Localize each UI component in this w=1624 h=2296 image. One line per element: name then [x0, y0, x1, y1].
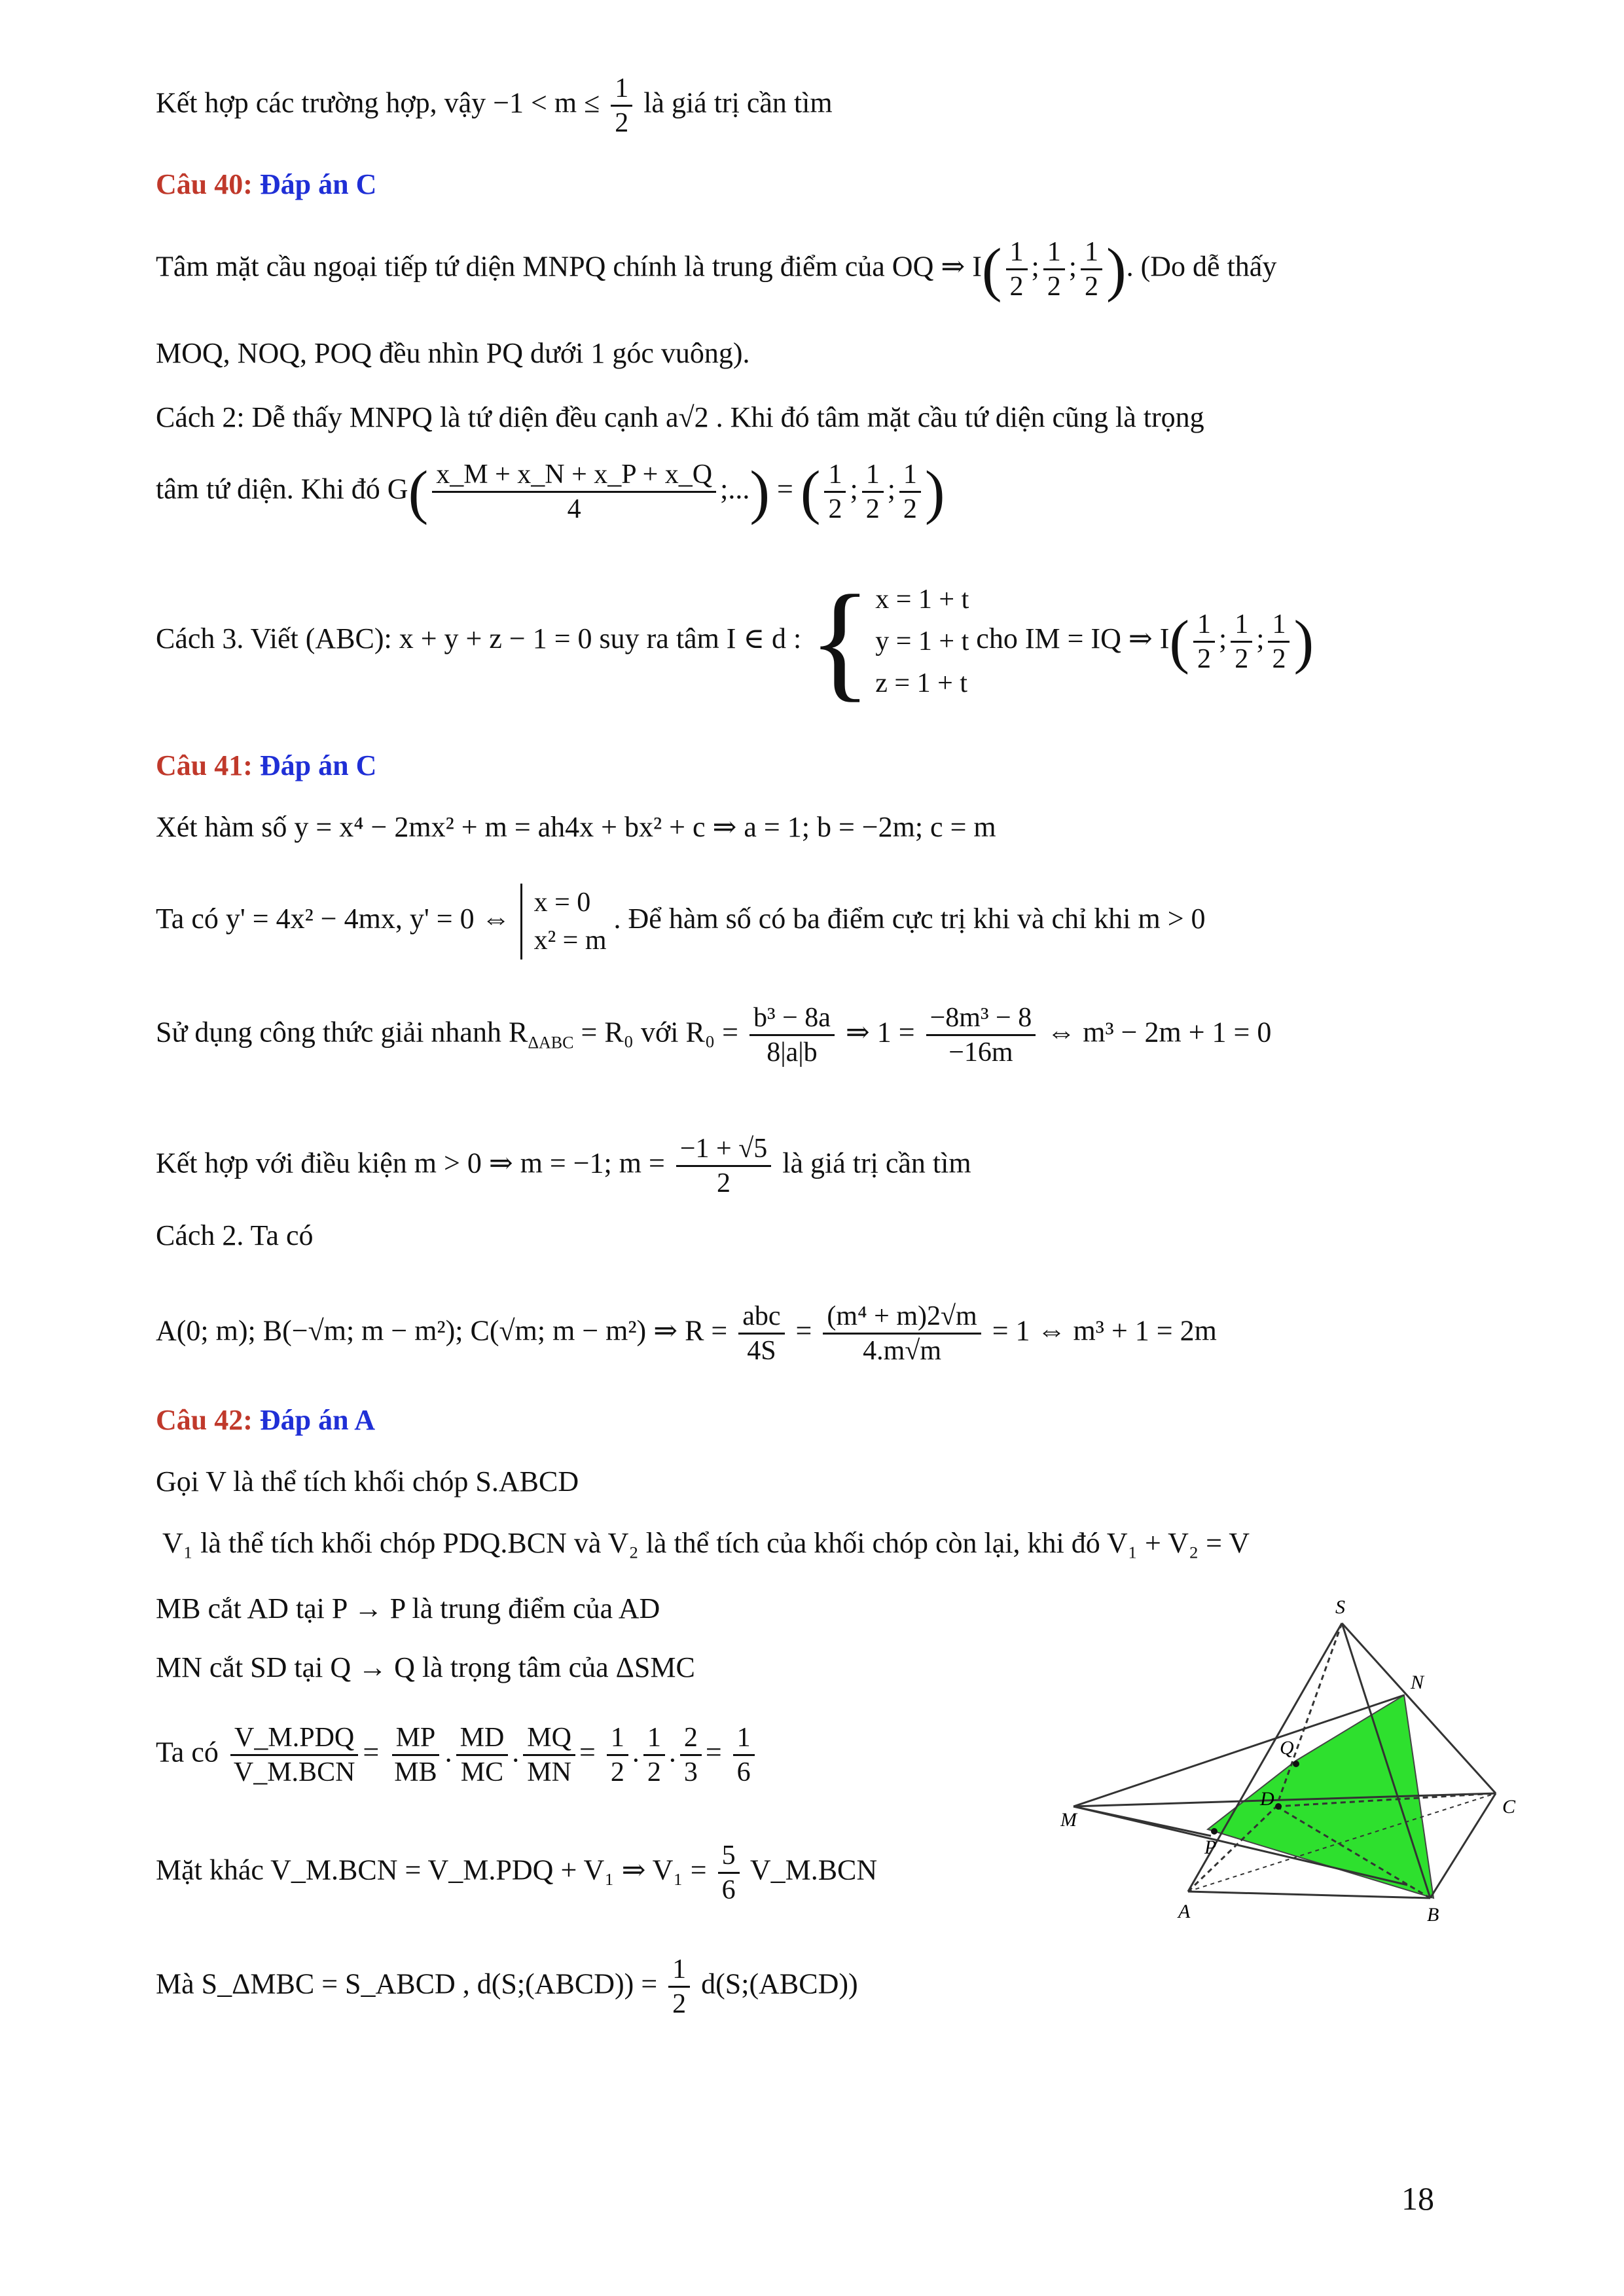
q41-line-3: Sử dụng công thức giải nhanh $R_{\Delta ABC} = R_0$ với R₀ = $\frac{\text{b³ − 8a}}{8|a|b}$ ⇒ 1 = $\frac{\text{−8m³ − 8}}{-16m}$ ⇔ m³ − 2m + 1 = 0 — [156, 1003, 1272, 1067]
label-M: M — [1060, 1809, 1077, 1831]
q42-line-1: Gọi V là thể tích khối chóp S.ABCD — [156, 1465, 579, 1498]
q42-line-4: MN cắt SD tại Q → Q là trọng tâm của ΔSMC — [156, 1651, 695, 1683]
q41-line-2: Ta có y' = 4x² − 4mx, y' = 0 ⇔ x = 0 x² = m . Để hàm số có ba điểm cực trị khi và chỉ khi m > 0 — [156, 884, 1206, 960]
question-42-heading: Câu 42: Đáp án A — [156, 1404, 375, 1436]
fraction: $\frac{1}{2}$ — [611, 72, 632, 139]
q40-line-4: tâm tứ diện. Khi đó G( $\frac{x\_M + x\_N + x\_P + x\_Q}{4}$ ;...) = ( $\frac{1}{2}$ ; $\frac{1}{2}$ ; $\frac{1}{2}$ ) — [156, 458, 945, 526]
pyramid-figure — [1060, 1597, 1532, 1937]
q42-line-2: V₁ là thể tích khối chóp PDQ.BCN và V₂ là thể tích của khối chóp còn lại, khi đó V₁ + V₂ = V — [162, 1527, 1250, 1559]
q42-line-6: Mặt khác V_M.BCN = V_M.PDQ + V₁ ⇒ V₁ = $\frac{5}{6}$ V_M.BCN — [156, 1840, 878, 1905]
label-N: N — [1411, 1672, 1424, 1693]
q42-line-5: Ta có $\frac{\text{V\_M.PDQ}}{\text{V\_M.BCN}}$ = $\frac{MP}{MB}$ . $\frac{MD}{MC}$ . $\frac{MQ}{MN}$ = $\frac{1}{2}$ . $\frac{1}{2}$ . $\frac{2}{3}$ = $\frac{1}{6}$ — [156, 1721, 759, 1789]
conclusion-line: Kết hợp các trường hợp, vậy −1 < m ≤ $\frac{1}{2}$ là giá trị cần tìm — [156, 73, 833, 138]
label-S: S — [1335, 1597, 1345, 1618]
q40-line-5: Cách 3. Viết (ABC): x + y + z − 1 = 0 suy ra tâm I ∈ d : { x = 1 + t y = 1 + t z = 1 + t cho IM = IQ ⇒ I( $\frac{1}{2}$ ; $\frac{1}{2}$ ; $\frac{1}{2}$ ) — [156, 569, 1314, 713]
q42-line-3: MB cắt AD tại P → P là trung điểm của AD — [156, 1592, 660, 1624]
q41-line-5: Cách 2. Ta có — [156, 1219, 314, 1251]
page-number: 18 — [1401, 2180, 1434, 2217]
question-40-heading: Câu 40: Đáp án C — [156, 168, 377, 200]
label-D: D — [1260, 1788, 1274, 1810]
q40-line-1: Tâm mặt cầu ngoại tiếp tứ diện MNPQ chính là trung điểm của OQ ⇒ I( $\frac{1}{2}$ ; $\frac{1}{2}$ ; $\frac{1}{2}$ ). (Do dễ thấy — [156, 236, 1277, 303]
label-P: P — [1204, 1837, 1217, 1858]
label-B: B — [1427, 1904, 1439, 1926]
q42-line-7: Mà S_ΔMBC = S_ABCD , d(S;(ABCD)) = $\frac{1}{2}$ d(S;(ABCD)) — [156, 1954, 858, 2019]
label-C: C — [1502, 1796, 1516, 1818]
question-41-heading: Câu 41: Đáp án C — [156, 749, 377, 781]
label-A: A — [1178, 1901, 1191, 1922]
q41-line-6: A(0; m); B(−√m; m − m²); C(√m; m − m²) ⇒ R = $\frac{\text{abc}}{4S}$ = $\frac{\text{(m⁴ + m)2√m}}{4.m√m}$ = 1 ⇔ m³ + 1 = 2m — [156, 1301, 1217, 1366]
label-Q: Q — [1280, 1737, 1294, 1759]
q40-line-2: MOQ, NOQ, POQ đều nhìn PQ dưới 1 góc vuông). — [156, 337, 750, 369]
q41-line-4: Kết hợp với điều kiện m > 0 ⇒ m = −1; m = $\frac{-1 + √5}{2}$ là giá trị cần tìm — [156, 1134, 971, 1198]
q41-line-1: Xét hàm số y = x⁴ − 2mx² + m = ah4x + bx² + c ⇒ a = 1; b = −2m; c = m — [156, 811, 996, 843]
q40-line-3: Cách 2: Dễ thấy MNPQ là tứ diện đều cạnh a√2 . Khi đó tâm mặt cầu tứ diện cũng là trọng — [156, 401, 1204, 433]
